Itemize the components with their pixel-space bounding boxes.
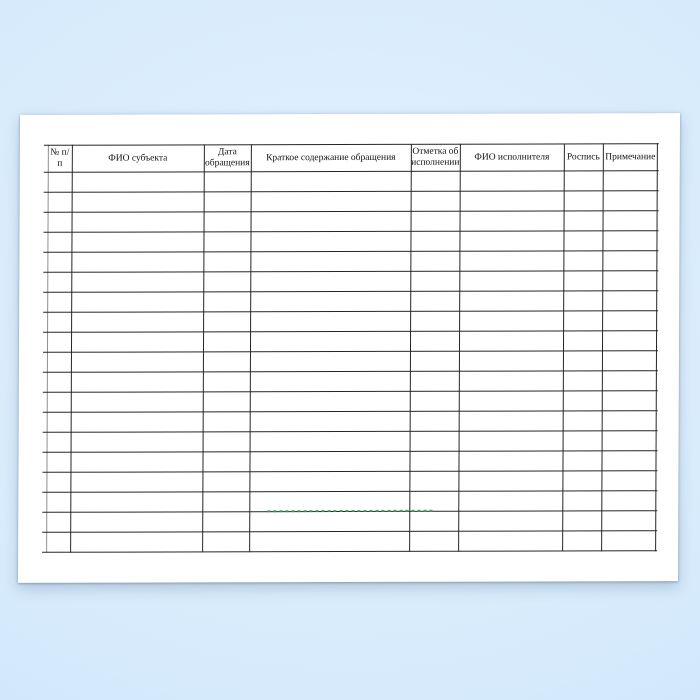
- document-sheet: [18, 113, 680, 583]
- row-line: [43, 330, 658, 333]
- row-line: [43, 350, 658, 353]
- row-line: [44, 210, 659, 213]
- column-header: Роспись: [566, 152, 600, 163]
- row-line: [42, 530, 657, 533]
- column-header: Краткое содержание обращения: [266, 152, 396, 163]
- row-line: [43, 410, 658, 413]
- row-line: [43, 450, 658, 453]
- column-header: Примечание: [605, 151, 656, 163]
- row-line: [42, 470, 657, 473]
- column-header: ФИО исполнителя: [474, 152, 550, 163]
- column-header: Дата обращения: [204, 147, 250, 169]
- row-line: [43, 290, 658, 293]
- row-line: [43, 270, 658, 273]
- register-table: [46, 143, 658, 553]
- row-line: [43, 370, 658, 373]
- row-line: [43, 250, 658, 253]
- row-line: [43, 310, 658, 313]
- table-bottom-border: [42, 550, 657, 553]
- row-line: [43, 430, 658, 433]
- row-line: [43, 390, 658, 393]
- row-line: [44, 190, 659, 193]
- row-line: [42, 490, 657, 493]
- column-header: ФИО субъекта: [108, 153, 168, 164]
- row-line: [44, 230, 659, 233]
- column-header: Отметка об исполнении: [411, 147, 460, 168]
- column-header: № п/п: [50, 148, 70, 169]
